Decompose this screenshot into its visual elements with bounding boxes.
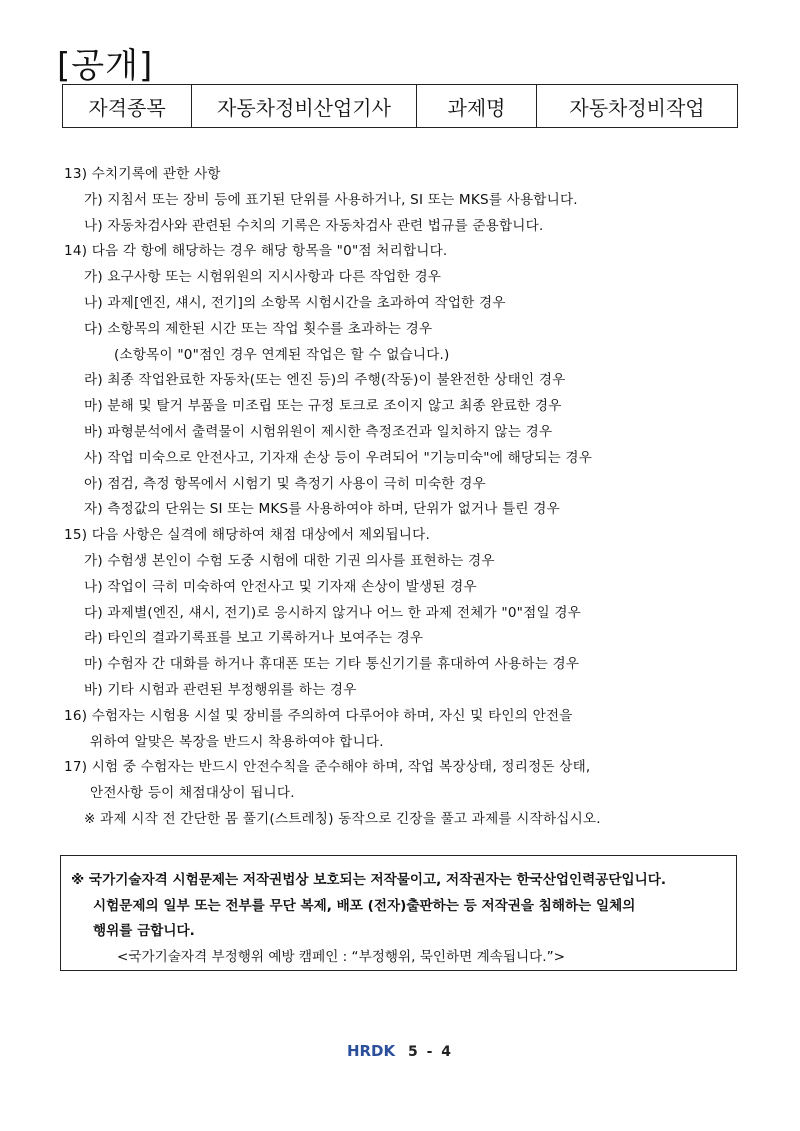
notice-line-3: 행위를 금합니다.: [93, 923, 195, 939]
page-footer: [0, 1042, 800, 1060]
campaign-line: <국가기술자격 부정행위 예방 캠페인 : “부정행위, 묵인하면 계속됩니다.”>: [117, 948, 566, 965]
info-row: [63, 85, 738, 128]
instruction-line: 자) 측정값의 단위는 SI 또는 MKS를 사용하여야 하며, 단위가 없거나 틀린 경우: [84, 501, 560, 518]
instruction-line: 가) 지침서 또는 장비 등에 표기된 단위를 사용하거나, SI 또는 MKS를 사용합니다.: [84, 191, 578, 208]
instructions-body: [64, 162, 754, 833]
instruction-line: 나) 자동차검사와 관련된 수치의 기록은 자동차검사 관련 법규를 준용합니다.: [84, 217, 544, 234]
qualification-label: 자격종목: [63, 85, 192, 128]
instruction-line: 13) 수치기록에 관한 사항: [64, 166, 221, 182]
qualification-value: 자동차정비산업기사: [192, 85, 417, 128]
task-label: 과제명: [417, 85, 537, 128]
instruction-line: 다) 과제별(엔진, 섀시, 전기)로 응시하지 않거나 어느 한 과제 전체가 "0"점일 경우: [84, 604, 581, 621]
instruction-line: 아) 점검, 측정 항목에서 시험기 및 측정기 사용이 극히 미숙한 경우: [84, 475, 486, 492]
info-table: [62, 84, 738, 128]
instruction-line: (소항목이 "0"점인 경우 연계된 작업은 할 수 없습니다.): [114, 346, 450, 363]
instruction-line: 나) 작업이 극히 미숙하여 안전사고 및 기자재 손상이 발생된 경우: [84, 578, 477, 595]
instruction-line: 라) 타인의 결과기록표를 보고 기록하거나 보여주는 경우: [84, 630, 424, 647]
instruction-line: 14) 다음 각 항에 해당하는 경우 해당 항목을 "0"점 처리합니다.: [64, 243, 448, 260]
instruction-line: 마) 분해 및 탈거 부품을 미조립 또는 규정 토크로 조이지 않고 최종 완료한 경우: [84, 398, 562, 415]
notice-line-1: ※ 국가기술자격 시험문제는 저작권법상 보호되는 저작물이고, 저작권자는 한국산업인력공단입니다.: [71, 872, 667, 888]
page-number: 5 - 4: [408, 1044, 454, 1060]
task-value: 자동차정비작업: [537, 85, 738, 128]
instruction-line: 17) 시험 중 수험자는 반드시 안전수칙을 준수해야 하며, 작업 복장상태, 정리정돈 상태,: [64, 759, 591, 776]
instruction-line: 바) 파형분석에서 출력물이 시험위원이 제시한 측정조건과 일치하지 않는 경우: [84, 423, 553, 440]
instruction-line: ※ 과제 시작 전 간단한 몸 풀기(스트레칭) 동작으로 긴장을 풀고 과제를 시작하십시오.: [84, 810, 601, 827]
instruction-line: 안전사항 등이 채점대상이 됩니다.: [90, 785, 295, 802]
instruction-line: 나) 과제[엔진, 섀시, 전기]의 소항목 시험시간을 초과하여 작업한 경우: [84, 294, 506, 311]
instruction-line: 다) 소항목의 제한된 시간 또는 작업 횟수를 초과하는 경우: [84, 320, 433, 337]
copyright-notice: [60, 855, 737, 971]
notice-line-2: 시험문제의 일부 또는 전부를 무단 복제, 배포 (전자)출판하는 등 저작권을 침해하는 일체의: [93, 897, 636, 914]
instruction-line: 바) 기타 시험과 관련된 부정행위를 하는 경우: [84, 681, 357, 698]
instruction-line: 가) 요구사항 또는 시험위원의 지시사항과 다른 작업한 경우: [84, 269, 442, 286]
document-tag: [공개]: [57, 46, 154, 86]
instruction-line: 사) 작업 미숙으로 안전사고, 기자재 손상 등이 우려되어 "기능미숙"에 해당되는 경우: [84, 449, 593, 466]
hrdk-logo: HRDK: [346, 1042, 396, 1060]
instruction-line: 라) 최종 작업완료한 자동차(또는 엔진 등)의 주행(작동)이 불완전한 상태인 경우: [84, 372, 566, 389]
instruction-line: 위하여 알맞은 복장을 반드시 착용하여야 합니다.: [90, 733, 384, 750]
instruction-line: 가) 수험생 본인이 수험 도중 시험에 대한 기권 의사를 표현하는 경우: [84, 552, 495, 569]
instruction-line: 16) 수험자는 시험용 시설 및 장비를 주의하여 다루어야 하며, 자신 및 타인의 안전을: [64, 707, 573, 724]
instruction-line: 15) 다음 사항은 실격에 해당하여 채점 대상에서 제외됩니다.: [64, 527, 430, 544]
instruction-line: 마) 수험자 간 대화를 하거나 휴대폰 또는 기타 통신기기를 휴대하여 사용하는 경우: [84, 656, 580, 673]
